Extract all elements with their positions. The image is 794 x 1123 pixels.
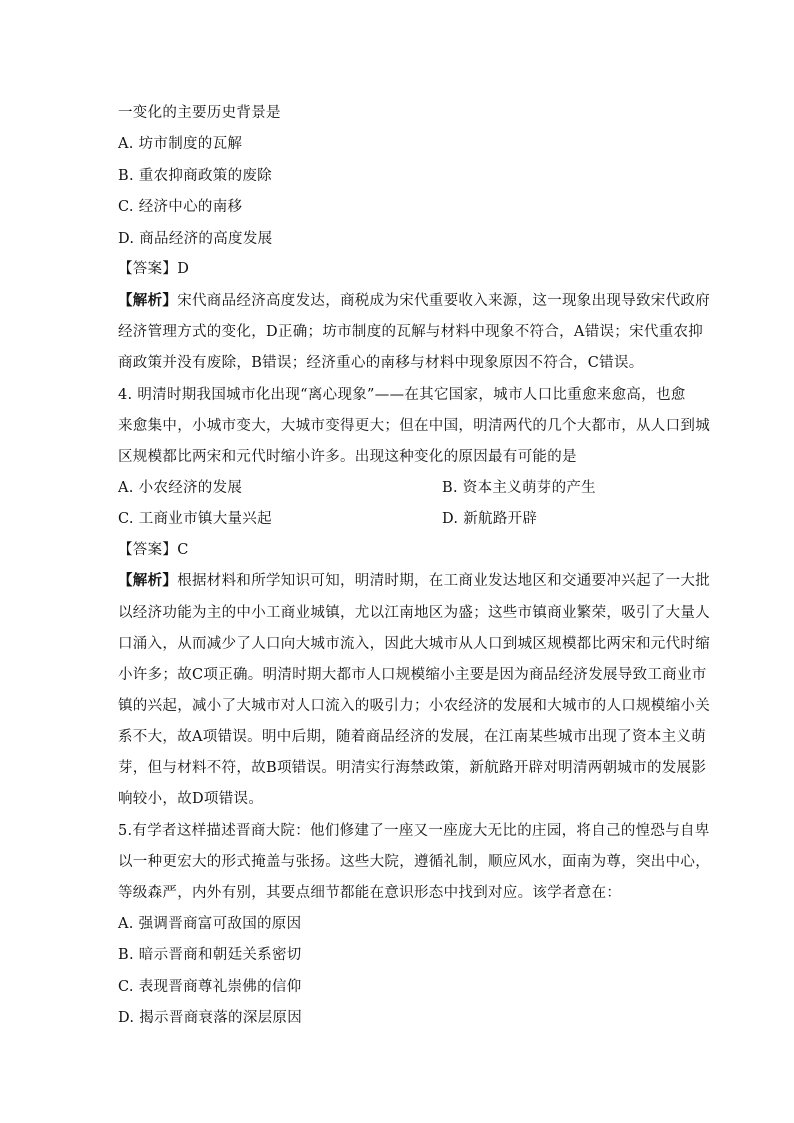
q4-analysis-tag: 【解析】 [118, 572, 178, 589]
q4-option-b: B. 资本主义萌芽的产生 [442, 480, 596, 496]
q3-answer: 【答案】D [118, 261, 190, 277]
q4-option-c: C. 工商业市镇大量兴起 [118, 511, 272, 527]
q5-stem-line-3: 等级森严，内外有别，其要点细节都能在意识形态中找到对应。该学者意在： [118, 885, 622, 901]
q4-analysis-line-8: 响较小，故D项错误。 [118, 791, 264, 807]
q5-stem-line-1: 5.有学者这样描述晋商大院：他们修建了一座又一座庞大无比的庄园，将自己的惶恐与自卑 [118, 823, 710, 839]
q3-option-a: A. 坊市制度的瓦解 [118, 136, 243, 152]
q3-analysis-line-2: 经济管理方式的变化，D正确；坊市制度的瓦解与材料中现象不符合，A错误；宋代重农抑 [118, 324, 704, 340]
q4-answer: 【答案】C [118, 542, 189, 558]
q4-analysis-line-4: 小许多；故C项正确。明清时期大都市人口规模缩小主要是因为商品经济发展导致工商业市 [118, 667, 707, 683]
q5-stem-line-2: 以一种更宏大的形式掩盖与张扬。这些大院，遵循礼制，顺应风水，面南为尊，突出中心， [118, 854, 710, 870]
q4-stem-line-3: 区规模都比两宋和元代时缩小许多。出现这种变化的原因最有可能的是 [118, 449, 577, 465]
q5-option-b: B. 暗示晋商和朝廷关系密切 [118, 947, 302, 963]
q3-option-d: D. 商品经济的高度发展 [118, 231, 273, 247]
q4-analysis-line-1 [118, 571, 710, 591]
q5-option-a: A. 强调晋商富可敌国的原因 [118, 916, 302, 932]
q3-analysis-line-3: 商政策并没有废除，B错误；经济重心的南移与材料中现象原因不符合，C错误。 [118, 355, 644, 371]
q4-option-a: A. 小农经济的发展 [118, 480, 243, 496]
q5-option-d: D. 揭示晋商衰落的深层原因 [118, 1010, 303, 1026]
q4-analysis-line-2: 以经济功能为主的中小工商业城镇，尤以江南地区为盛；这些市镇商业繁荣，吸引了大量人 [118, 605, 710, 621]
q3-option-c: C. 经济中心的南移 [118, 199, 243, 215]
q3-analysis-line-1 [118, 291, 710, 311]
q3-stem-tail: 一变化的主要历史背景是 [118, 105, 281, 121]
q5-option-c: C. 表现晋商尊礼崇佛的信仰 [118, 979, 302, 995]
q4-stem-line-2: 来愈集中，小城市变大，大城市变得更大；但在中国，明清两代的几个大都市，从人口到城 [118, 418, 710, 434]
q4-analysis-line-3: 口涌入，从而减少了人口向大城市流入，因此大城市从人口到城区规模都比两宋和元代时缩 [118, 636, 710, 652]
q3-analysis-text: 宋代商品经济高度发达，商税成为宋代重要收入来源，这一现象出现导致宋代政府 [177, 293, 710, 309]
q4-option-d: D. 新航路开辟 [442, 511, 538, 527]
q3-option-b: B. 重农抑商政策的废除 [118, 168, 272, 184]
q4-analysis-line-6: 系不大，故A项错误。明中后期，随着商品经济的发展，在江南某些城市出现了资本主义萌 [118, 729, 706, 745]
q4-analysis-line-5: 镇的兴起，减小了大城市对人口流入的吸引力；小农经济的发展和大城市的人口规模缩小关 [118, 698, 710, 714]
q4-analysis-text: 根据材料和所学知识可知，明清时期，在工商业发达地区和交通要冲兴起了一大批 [177, 573, 710, 589]
q3-analysis-tag: 【解析】 [118, 292, 178, 309]
q4-stem-line-1: 4. 明清时期我国城市化出现“离心现象”——在其它国家，城市人口比重愈来愈高，也愈 [118, 387, 686, 403]
q4-analysis-line-7: 芽，但与材料不符，故B项错误。明清实行海禁政策，新航路开辟对明清两朝城市的发展影 [118, 760, 707, 776]
